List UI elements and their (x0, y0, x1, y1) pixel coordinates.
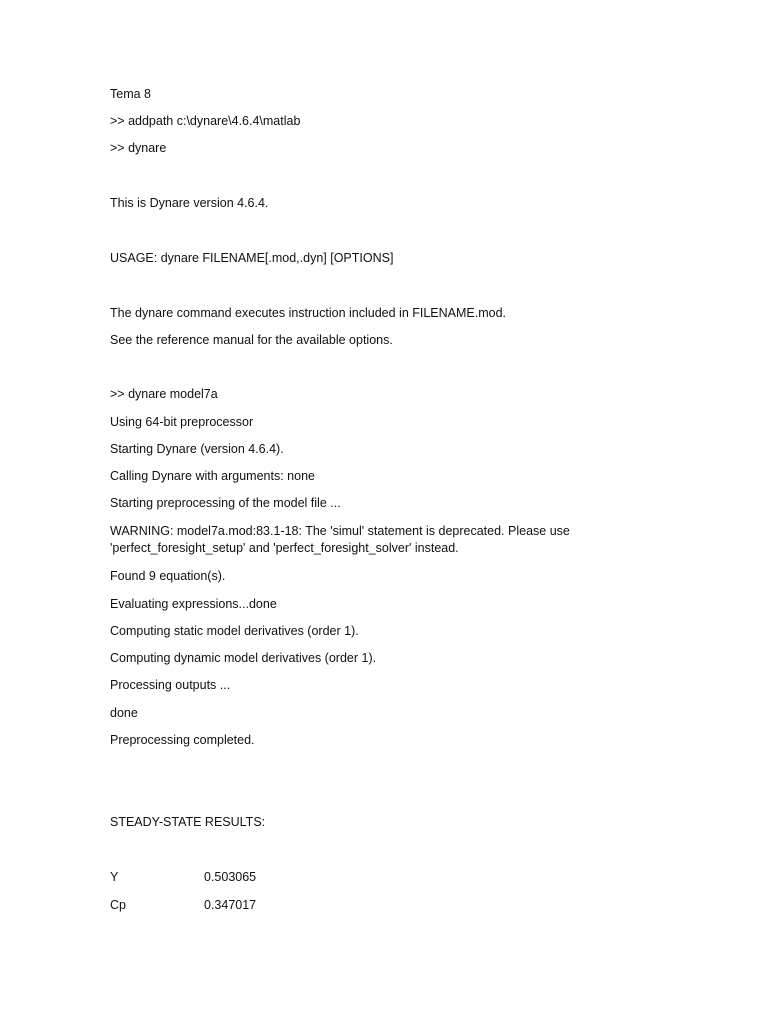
result-value: 0.347017 (204, 898, 257, 912)
document-title: Tema 8 (110, 87, 151, 101)
arguments-line: Calling Dynare with arguments: none (110, 469, 315, 483)
command-dynare-model: >> dynare model7a (110, 387, 218, 401)
evaluation-line: Evaluating expressions...done (110, 597, 277, 611)
static-derivatives-line: Computing static model derivatives (order 1). (110, 624, 359, 638)
result-name: Y (110, 870, 119, 884)
done-line: done (110, 706, 138, 720)
result-name: Cp (110, 898, 126, 912)
reference-line: See the reference manual for the available options. (110, 333, 393, 347)
starting-dynare-line: Starting Dynare (version 4.6.4). (110, 442, 284, 456)
steady-state-heading: STEADY-STATE RESULTS: (110, 815, 266, 829)
preprocessing-start-line: Starting preprocessing of the model file ... (110, 496, 341, 510)
dynamic-derivatives-line: Computing dynamic model derivatives (order 1). (110, 651, 377, 665)
preprocessor-line: Using 64-bit preprocessor (110, 415, 254, 429)
outputs-line: Processing outputs ... (110, 678, 231, 692)
usage-line: USAGE: dynare FILENAME[.mod,.dyn] [OPTIONS] (110, 251, 394, 265)
warning-message: WARNING: model7a.mod:83.1-18: The 'simul' statement is deprecated. Please use 'perfect_foresight_setup' and 'perfect_foresight_solver' instead. (110, 524, 570, 555)
result-value: 0.503065 (204, 870, 257, 884)
description-line: The dynare command executes instruction included in FILENAME.mod. (110, 306, 507, 320)
equations-line: Found 9 equation(s). (110, 569, 226, 583)
version-line: This is Dynare version 4.6.4. (110, 196, 269, 210)
command-addpath: >> addpath c:\dynare\4.6.4\matlab (110, 114, 301, 128)
preprocessing-complete-line: Preprocessing completed. (110, 733, 255, 747)
command-dynare: >> dynare (110, 141, 167, 155)
